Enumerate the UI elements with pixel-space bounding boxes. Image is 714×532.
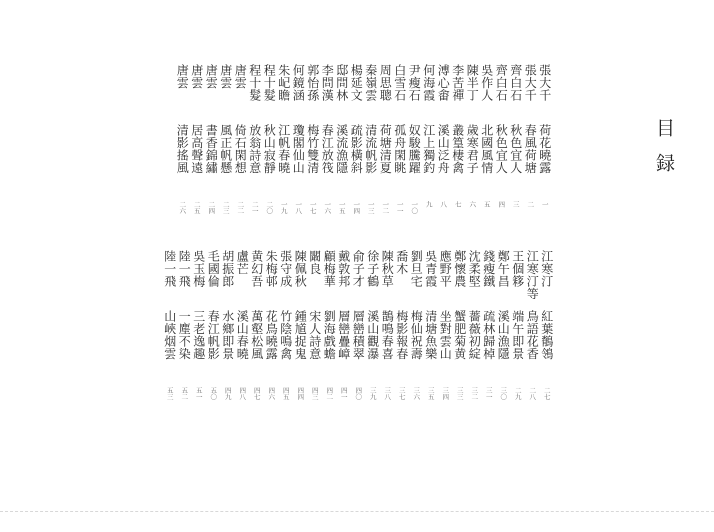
author-name: 齊白石 [508, 64, 523, 102]
author-name: 郭怡孫 [305, 64, 320, 102]
catalog-entry [525, 250, 540, 415]
artwork-title: 清流帆影 [363, 124, 378, 174]
artwork-title: 秋色宜人 [508, 124, 523, 174]
author-name: 白雪石 [392, 64, 407, 102]
page-number: 九 [424, 201, 433, 208]
artwork-title: 北國風情 [479, 124, 494, 174]
page-number: 五 [482, 201, 491, 208]
artwork-title: 倚石閑想 [233, 124, 248, 174]
page-number: 一七 [308, 201, 317, 214]
catalog-entry [453, 250, 468, 415]
page-number: 四五 [281, 387, 290, 400]
page-number: 三七 [397, 387, 406, 400]
author-name: 戴敦邦 [336, 250, 351, 288]
artwork-title: 溪山春曉 [235, 310, 250, 360]
catalog-entry [306, 64, 321, 229]
page-number: 三二 [470, 387, 479, 400]
catalog-entry [277, 64, 292, 229]
artwork-title: 奴駿騰躍 [407, 124, 422, 174]
page-number: 一四 [352, 201, 361, 214]
page-number: 二 [526, 201, 535, 208]
page-number: 五三 [165, 387, 174, 400]
author-name: 應野平 [438, 250, 453, 288]
page-number: 四九 [223, 387, 232, 400]
page-number: 七 [453, 201, 462, 208]
catalog-entry [438, 250, 453, 415]
catalog-entry [393, 64, 408, 229]
artwork-title: 歲寒君子 [465, 124, 480, 174]
artwork-title: 梅竹雙清 [305, 124, 320, 174]
author-name: 沈柔堅 [467, 250, 482, 288]
artwork-title: 鳥語花香 [525, 310, 540, 360]
catalog-entry [177, 250, 192, 415]
author-name: 劉旦宅 [409, 250, 424, 288]
catalog-entry [320, 64, 335, 229]
author-name: 唐雲 [218, 64, 233, 89]
catalog-entry [422, 64, 437, 229]
artwork-title: 薔薇初綻 [467, 310, 482, 360]
page-number: 四四 [296, 387, 305, 400]
catalog-entry [509, 64, 524, 229]
page-number: 四 [497, 201, 506, 208]
author-name: 尹瘦石 [407, 64, 422, 102]
author-name: 朱屺瞻 [276, 64, 291, 102]
page-number: 二六 [178, 201, 187, 214]
artwork-title: 萬壑松風 [249, 310, 264, 360]
catalog-entry [540, 250, 555, 415]
artwork-title: 溪山觀瀑 [365, 310, 380, 360]
catalog-entry [467, 250, 482, 415]
catalog-entry [482, 250, 497, 415]
catalog-entry [364, 64, 379, 229]
author-name: 王個簃 [510, 250, 525, 288]
page-number: 一〇 [410, 201, 419, 214]
lower-entry-block [148, 250, 554, 415]
artwork-title: 溪山泛舟 [436, 124, 451, 174]
page-number: 一六 [323, 201, 332, 214]
catalog-entry [523, 64, 538, 229]
catalog-entry [291, 64, 306, 229]
catalog-entry [378, 64, 393, 229]
author-name: 李苦禪 [450, 64, 465, 102]
author-name: 楊延文 [349, 64, 364, 102]
artwork-title: 蟹肥菊黄 [452, 310, 467, 360]
artwork-title: 秋山寂靜 [262, 124, 277, 174]
artwork-title: 鍾馗捉鬼 [293, 310, 308, 360]
catalog-entry [219, 64, 234, 229]
artwork-title: 竹陰鳴禽 [278, 310, 293, 360]
page-number: 三一 [484, 387, 493, 400]
author-name: 江寒汀 [539, 250, 554, 288]
author-name: 俞子才 [351, 250, 366, 288]
author-name: 張守成 [278, 250, 293, 288]
author-name: 邸問林 [334, 64, 349, 102]
page-number: 二九 [513, 387, 522, 400]
page-edge-rule [0, 511, 714, 512]
author-name: 周思聰 [378, 64, 393, 102]
artwork-title: 江帆春曉 [276, 124, 291, 174]
catalog-entry [465, 64, 480, 229]
author-name: 唐雲 [189, 64, 204, 89]
artwork-title: 秋色宜人 [494, 124, 509, 174]
catalog-entry [192, 250, 207, 415]
catalog-entry [511, 250, 526, 415]
author-name: 吳玉梅 [191, 250, 206, 288]
page-number: 八 [439, 201, 448, 208]
page-number: 二二 [236, 201, 245, 214]
page-number: 一一 [395, 201, 404, 214]
page-number: 一八 [294, 201, 303, 214]
author-name: 顧梅華 [322, 250, 337, 288]
catalog-entry [322, 250, 337, 415]
page-number: 三八 [383, 387, 392, 400]
catalog-entry [221, 250, 236, 415]
artwork-title: 層巒疊嶂 [336, 310, 351, 360]
artwork-title: 梅影報春 [394, 310, 409, 360]
catalog-entry [250, 250, 265, 415]
catalog-entry [335, 64, 350, 229]
catalog-entry [248, 64, 263, 229]
catalog-entry [190, 64, 205, 229]
author-name: 陳秋草 [380, 250, 395, 288]
page-number: 四〇 [354, 387, 363, 400]
page-number: 二三 [221, 201, 230, 214]
artwork-title: 溪流漁隱 [334, 124, 349, 174]
author-name: 黄幻吾 [249, 250, 264, 288]
page-number: 二一 [250, 201, 259, 214]
page-number: 四三 [310, 387, 319, 400]
artwork-title: 一塵不染 [177, 310, 192, 360]
artwork-title: 花鳥曉露 [264, 310, 279, 360]
artwork-title: 疏影橫斜 [349, 124, 364, 174]
page-number: 三九 [368, 387, 377, 400]
catalog-entry [451, 64, 466, 229]
author-name: 吳作人 [479, 64, 494, 102]
page-number: 三三 [455, 387, 464, 400]
page-number: 四八 [238, 387, 247, 400]
author-name: 唐雲 [175, 64, 190, 89]
author-name: 喬木 [394, 250, 409, 275]
author-name: 江寒汀等 [525, 250, 540, 300]
page-number: 二八 [528, 387, 537, 400]
artwork-title: 端午即景 [510, 310, 525, 360]
author-name: 錢瘦鐵 [481, 250, 496, 288]
author-name: 張大千 [537, 64, 552, 102]
artwork-title: 層巒積翠 [351, 310, 366, 360]
artwork-title: 孤舟閑眺 [392, 124, 407, 174]
artwork-title: 放翁詩意 [247, 124, 262, 174]
catalog-entry [351, 250, 366, 415]
catalog-entry [206, 250, 221, 415]
artwork-title: 三老逸趣 [191, 310, 206, 360]
page-number: 三五 [426, 387, 435, 400]
artwork-title: 紅葉鶺鴒 [539, 310, 554, 360]
author-name: 徐子鶴 [365, 250, 380, 288]
artwork-title: 風正帆懸 [218, 124, 233, 174]
artwork-title: 疏林歸棹 [481, 310, 496, 360]
page-number: 二七 [542, 387, 551, 400]
author-name: 溥心畬 [436, 64, 451, 102]
catalog-entry [293, 250, 308, 415]
catalog-entry [163, 250, 178, 415]
catalog-entry [264, 250, 279, 415]
artwork-title: 水鄉即景 [220, 310, 235, 360]
page-number: 五〇 [209, 387, 218, 400]
artwork-title: 荷花曉露 [537, 124, 552, 174]
artwork-title: 居高聲遠 [189, 124, 204, 174]
author-name: 陸一飛 [177, 250, 192, 288]
page-number: 五一 [194, 387, 203, 400]
artwork-title: 坐對雲山 [438, 310, 453, 360]
catalog-entry [538, 64, 553, 229]
catalog-entry [395, 250, 410, 415]
upper-entry-block [146, 64, 552, 229]
artwork-title: 書香錦繡 [204, 124, 219, 174]
author-name: 唐雲 [204, 64, 219, 89]
page-number: 一九 [279, 201, 288, 214]
artwork-title: 清塘魚樂 [423, 310, 438, 360]
author-name: 盧芒 [235, 250, 250, 275]
catalog-entry [366, 250, 381, 415]
author-name: 闞良 [307, 250, 322, 275]
artwork-title: 劉海戲蟾 [322, 310, 337, 360]
page-number: 四七 [252, 387, 261, 400]
author-name: 唐雲 [233, 64, 248, 89]
artwork-title: 梅仙祝壽 [409, 310, 424, 360]
catalog-entry [380, 250, 395, 415]
artwork-title: 春江放筏 [320, 124, 335, 174]
author-name: 毛國倫 [206, 250, 221, 288]
page-number: 一五 [337, 201, 346, 214]
page-number: 一三 [366, 201, 375, 214]
page-number: 六 [468, 201, 477, 208]
author-name: 朱梅邨 [264, 250, 279, 288]
page-number: 三六 [412, 387, 421, 400]
artwork-title: 春江帆影 [206, 310, 221, 360]
page-number: 二四 [207, 201, 216, 214]
artwork-title: 溪山漁隱 [496, 310, 511, 360]
catalog-entry [279, 250, 294, 415]
author-name: 程十髮 [247, 64, 262, 102]
author-name: 李問漢 [320, 64, 335, 102]
author-name: 陳佩秋 [293, 250, 308, 288]
author-name: 秦嶺雲 [363, 64, 378, 102]
artwork-title: 山峽烟雲 [162, 310, 177, 360]
catalog-entry [436, 64, 451, 229]
page-number: 四一 [339, 387, 348, 400]
artwork-title: 春風荷塘 [523, 124, 538, 174]
artwork-title: 江上獨釣 [421, 124, 436, 174]
artwork-title: 鵲鳴春喜 [380, 310, 395, 360]
author-name: 齊白石 [494, 64, 509, 102]
catalog-entry [204, 64, 219, 229]
author-name: 何鏡涵 [291, 64, 306, 102]
author-name: 程十髮 [262, 64, 277, 102]
catalog-entry [233, 64, 248, 229]
catalog-entry [349, 64, 364, 229]
page-number: 四六 [267, 387, 276, 400]
catalog-entry [480, 64, 495, 229]
page-number: 五二 [180, 387, 189, 400]
catalog-entry [235, 250, 250, 415]
author-name: 胡振郎 [220, 250, 235, 288]
catalog-entry [424, 250, 439, 415]
author-name: 何海霞 [421, 64, 436, 102]
catalog-entry [407, 64, 422, 229]
artwork-title: 瓊閣仙山 [291, 124, 306, 174]
author-name: 張大千 [523, 64, 538, 102]
author-name: 陳半丁 [465, 64, 480, 102]
author-name: 陸一飛 [162, 250, 177, 288]
page-number: 二五 [192, 201, 201, 214]
page-number: 三〇 [499, 387, 508, 400]
artwork-title: 荷塘清夏 [378, 124, 393, 174]
catalog-entry [308, 250, 323, 415]
artwork-title: 叢篁棲禽 [450, 124, 465, 174]
catalog-entry [175, 64, 190, 229]
page-number: 三 [511, 201, 520, 208]
page-number: 三四 [441, 387, 450, 400]
page-title: 目録 [653, 118, 675, 188]
author-name: 鄭午昌 [496, 250, 511, 288]
author-name: 吳青霞 [423, 250, 438, 288]
page-number: 四二 [325, 387, 334, 400]
artwork-title: 清影搖風 [175, 124, 190, 174]
catalog-entry [262, 64, 277, 229]
page-number: 一 [540, 201, 549, 208]
catalog-entry [337, 250, 352, 415]
catalog-entry [496, 250, 511, 415]
page-number: 一二 [381, 201, 390, 214]
catalog-entry [494, 64, 509, 229]
catalog-entry [409, 250, 424, 415]
artwork-title: 宋人詩意 [307, 310, 322, 360]
author-name: 鄭懷農 [452, 250, 467, 288]
page-number: 二〇 [265, 201, 274, 214]
